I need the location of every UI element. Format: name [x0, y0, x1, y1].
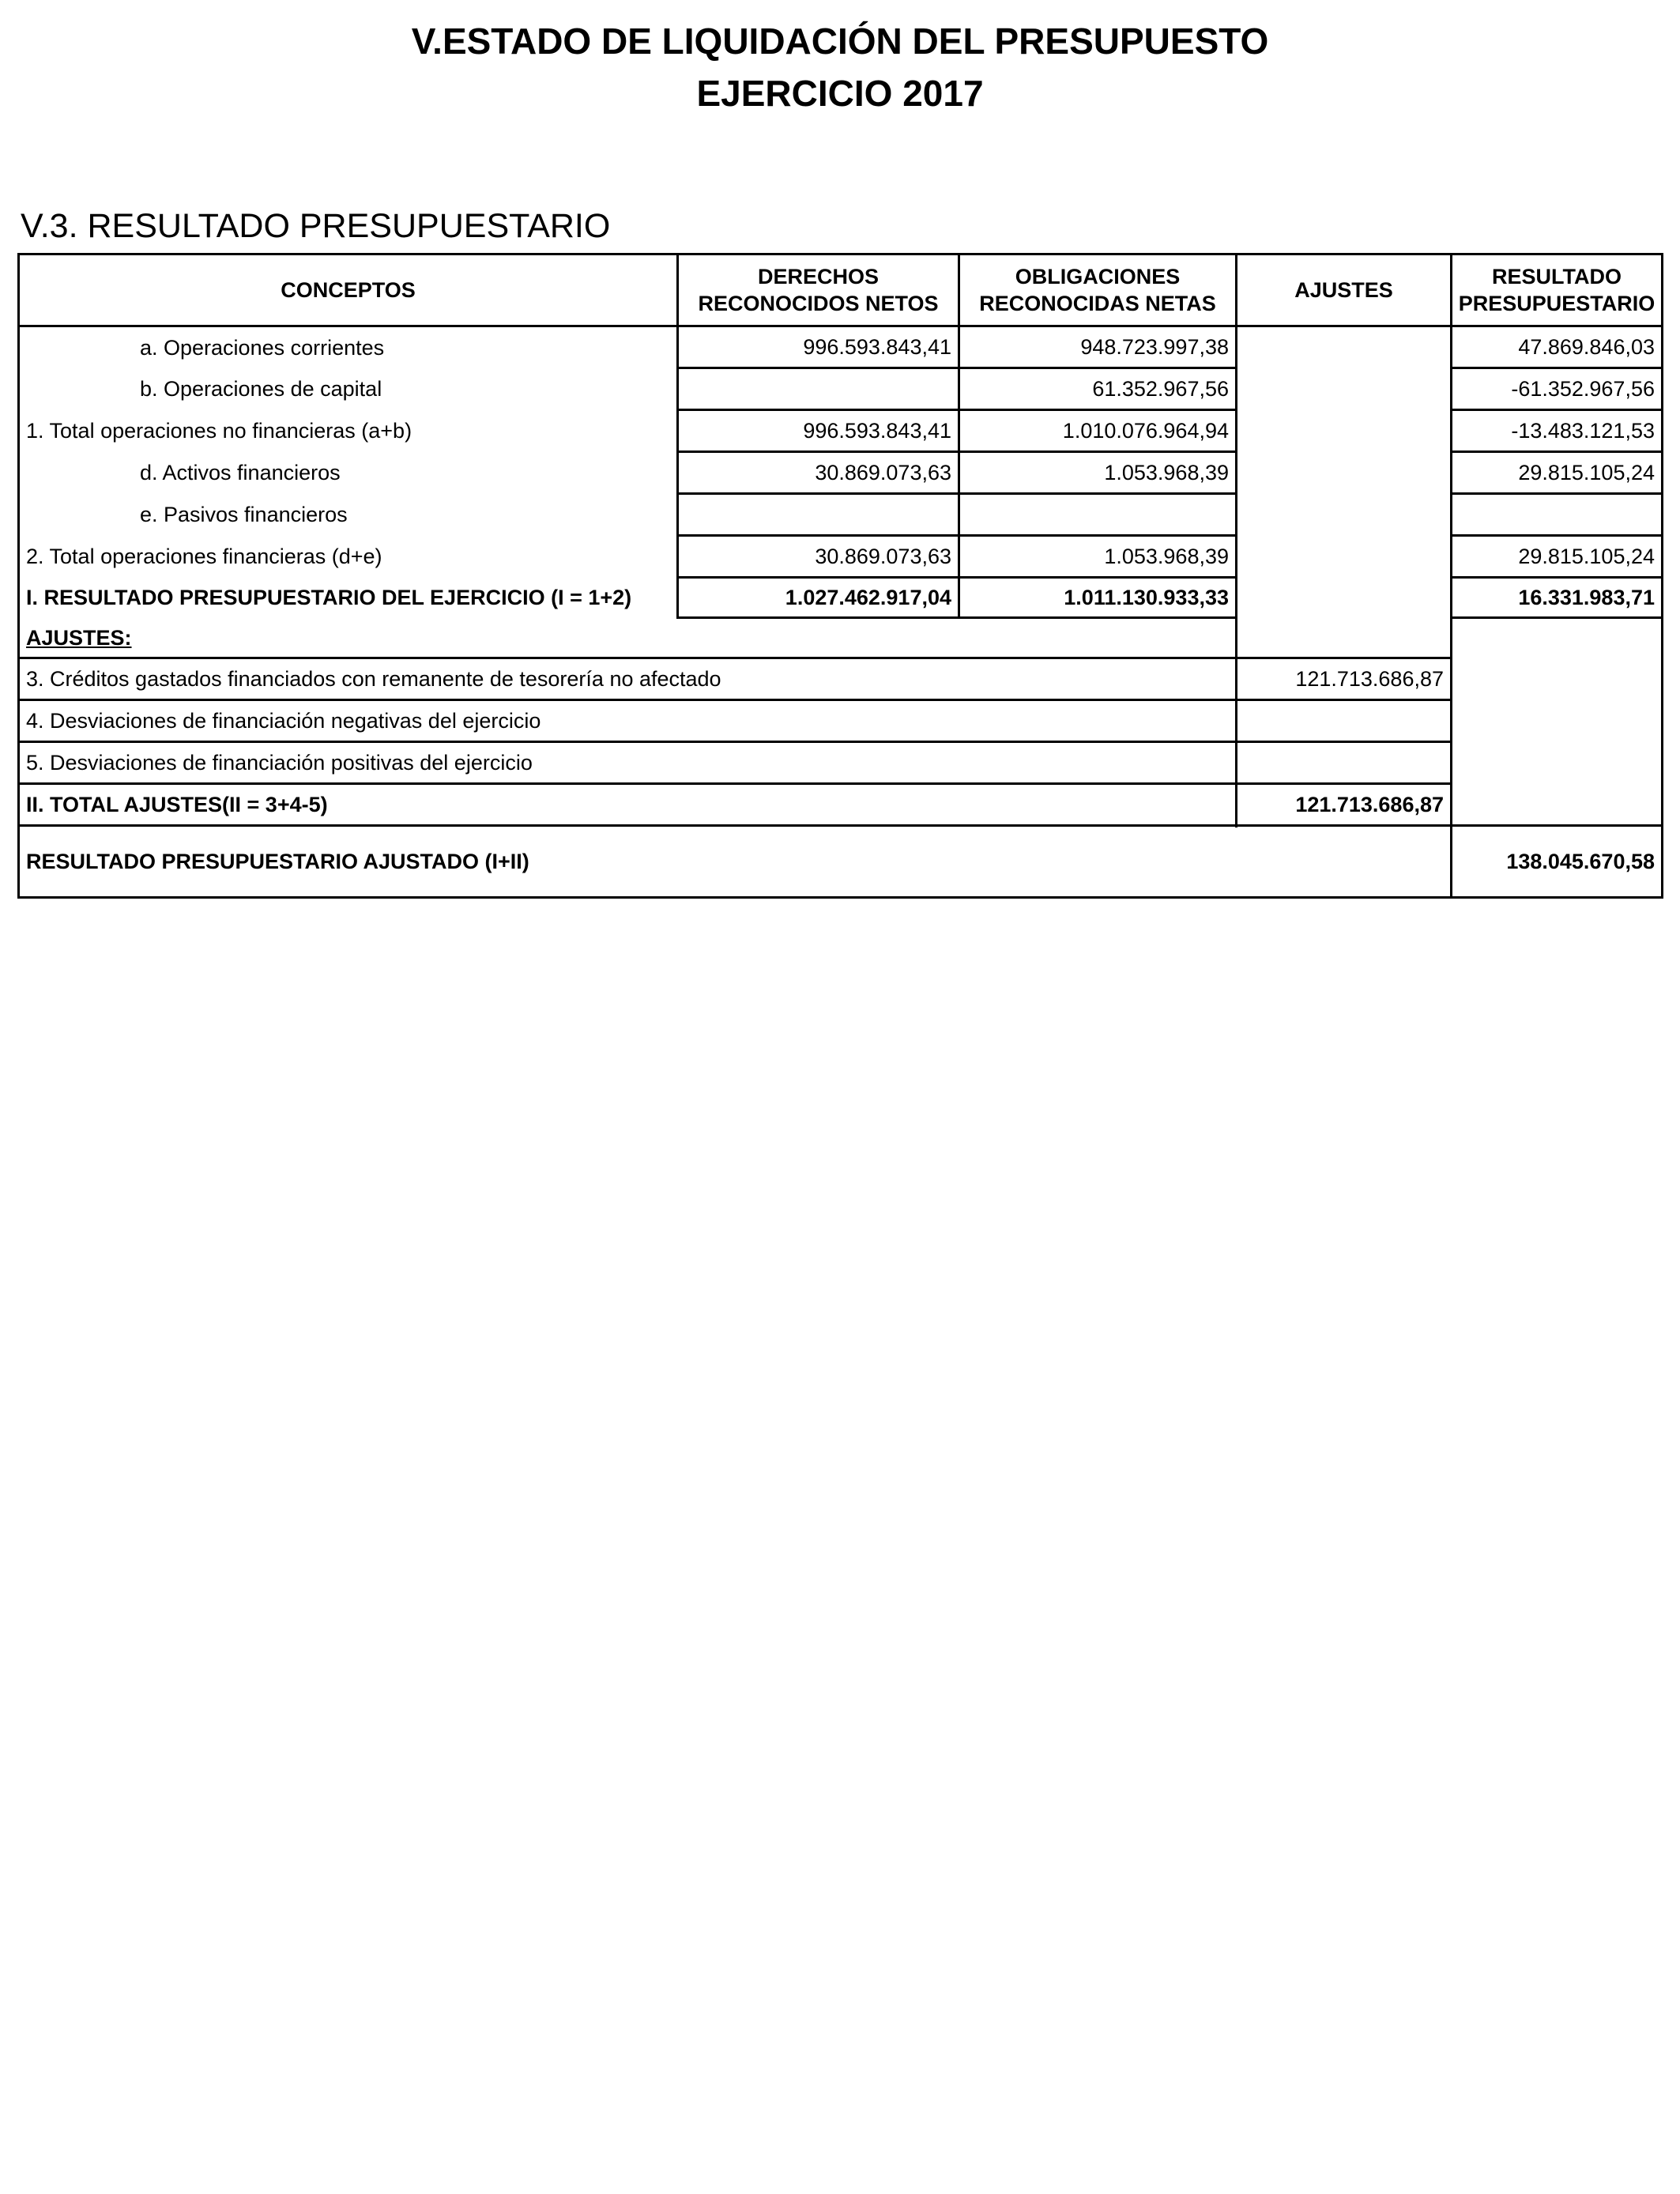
ajustes-section-label: AJUSTES: — [26, 626, 132, 650]
resultado-operaciones-capital: -61.352.967,56 — [1450, 367, 1663, 411]
concept-pasivos-financieros: e. Pasivos financieros — [140, 503, 348, 526]
resultado-total-no-financieras: -13.483.121,53 — [1450, 409, 1663, 453]
resultado-pasivos-financieros — [1450, 492, 1663, 537]
concept-operaciones-capital: b. Operaciones de capital — [140, 377, 382, 401]
concept-total-no-financieras: 1. Total operaciones no financieras (a+b) — [26, 419, 412, 443]
derechos-total-financieras: 30.869.073,63 — [676, 534, 960, 579]
ajustes-desviaciones-positivas — [1235, 741, 1452, 785]
derechos-operaciones-capital — [676, 367, 960, 411]
obligaciones-pasivos-financieros — [958, 492, 1237, 537]
obligaciones-operaciones-capital: 61.352.967,56 — [958, 367, 1237, 411]
derechos-operaciones-corrientes: 996.593.843,41 — [676, 325, 960, 369]
derechos-resultado-ejercicio: 1.027.462.917,04 — [676, 576, 960, 619]
concept-desviaciones-negativas: 4. Desviaciones de financiación negativas del ejercicio — [17, 699, 1237, 743]
concept-resultado-ejercicio: I. RESULTADO PRESUPUESTARIO DEL EJERCICIO (I = 1+2) — [26, 586, 632, 609]
ajustes-desviaciones-negativas — [1235, 699, 1452, 743]
ajustes-creditos-remanente: 121.713.686,87 — [1235, 657, 1452, 701]
obligaciones-resultado-ejercicio: 1.011.130.933,33 — [958, 576, 1237, 619]
resultado-operaciones-corrientes: 47.869.846,03 — [1450, 325, 1663, 369]
resultado-total-financieras: 29.815.105,24 — [1450, 534, 1663, 579]
resultado-column-left-border — [1450, 616, 1452, 827]
document-subtitle: EJERCICIO 2017 — [696, 73, 984, 114]
obligaciones-total-no-financieras: 1.010.076.964,94 — [958, 409, 1237, 453]
header-conceptos: CONCEPTOS — [17, 253, 679, 327]
header-resultado: RESULTADO PRESUPUESTARIO — [1450, 253, 1663, 327]
resultado-resultado-ajustado: 138.045.670,58 — [1450, 824, 1663, 899]
concept-total-ajustes: II. TOTAL AJUSTES(II = 3+4-5) — [17, 782, 1237, 827]
obligaciones-activos-financieros: 1.053.968,39 — [958, 450, 1237, 495]
concept-creditos-remanente: 3. Créditos gastados financiados con remanente de tesorería no afectado — [17, 657, 1237, 701]
derechos-activos-financieros: 30.869.073,63 — [676, 450, 960, 495]
document-title: V.ESTADO DE LIQUIDACIÓN DEL PRESUPUESTO — [411, 21, 1269, 62]
section-heading: V.3. RESULTADO PRESUPUESTARIO — [21, 207, 611, 245]
concept-resultado-ajustado: RESULTADO PRESUPUESTARIO AJUSTADO (I+II) — [17, 824, 1452, 899]
obligaciones-operaciones-corrientes: 948.723.997,38 — [958, 325, 1237, 369]
resultado-activos-financieros: 29.815.105,24 — [1450, 450, 1663, 495]
concept-total-financieras: 2. Total operaciones financieras (d+e) — [26, 545, 382, 568]
obligaciones-total-financieras: 1.053.968,39 — [958, 534, 1237, 579]
header-derechos: DERECHOS RECONOCIDOS NETOS — [676, 253, 960, 327]
header-ajustes: AJUSTES — [1235, 253, 1452, 327]
header-obligaciones: OBLIGACIONES RECONOCIDAS NETAS — [958, 253, 1237, 327]
resultado-resultado-ejercicio: 16.331.983,71 — [1450, 576, 1663, 619]
concept-operaciones-corrientes: a. Operaciones corrientes — [140, 336, 385, 360]
derechos-pasivos-financieros — [676, 492, 960, 537]
derechos-total-no-financieras: 996.593.843,41 — [676, 409, 960, 453]
concept-activos-financieros: d. Activos financieros — [140, 461, 341, 484]
ajustes-total-ajustes: 121.713.686,87 — [1235, 782, 1452, 827]
concept-desviaciones-positivas: 5. Desviaciones de financiación positivas del ejercicio — [17, 741, 1237, 785]
